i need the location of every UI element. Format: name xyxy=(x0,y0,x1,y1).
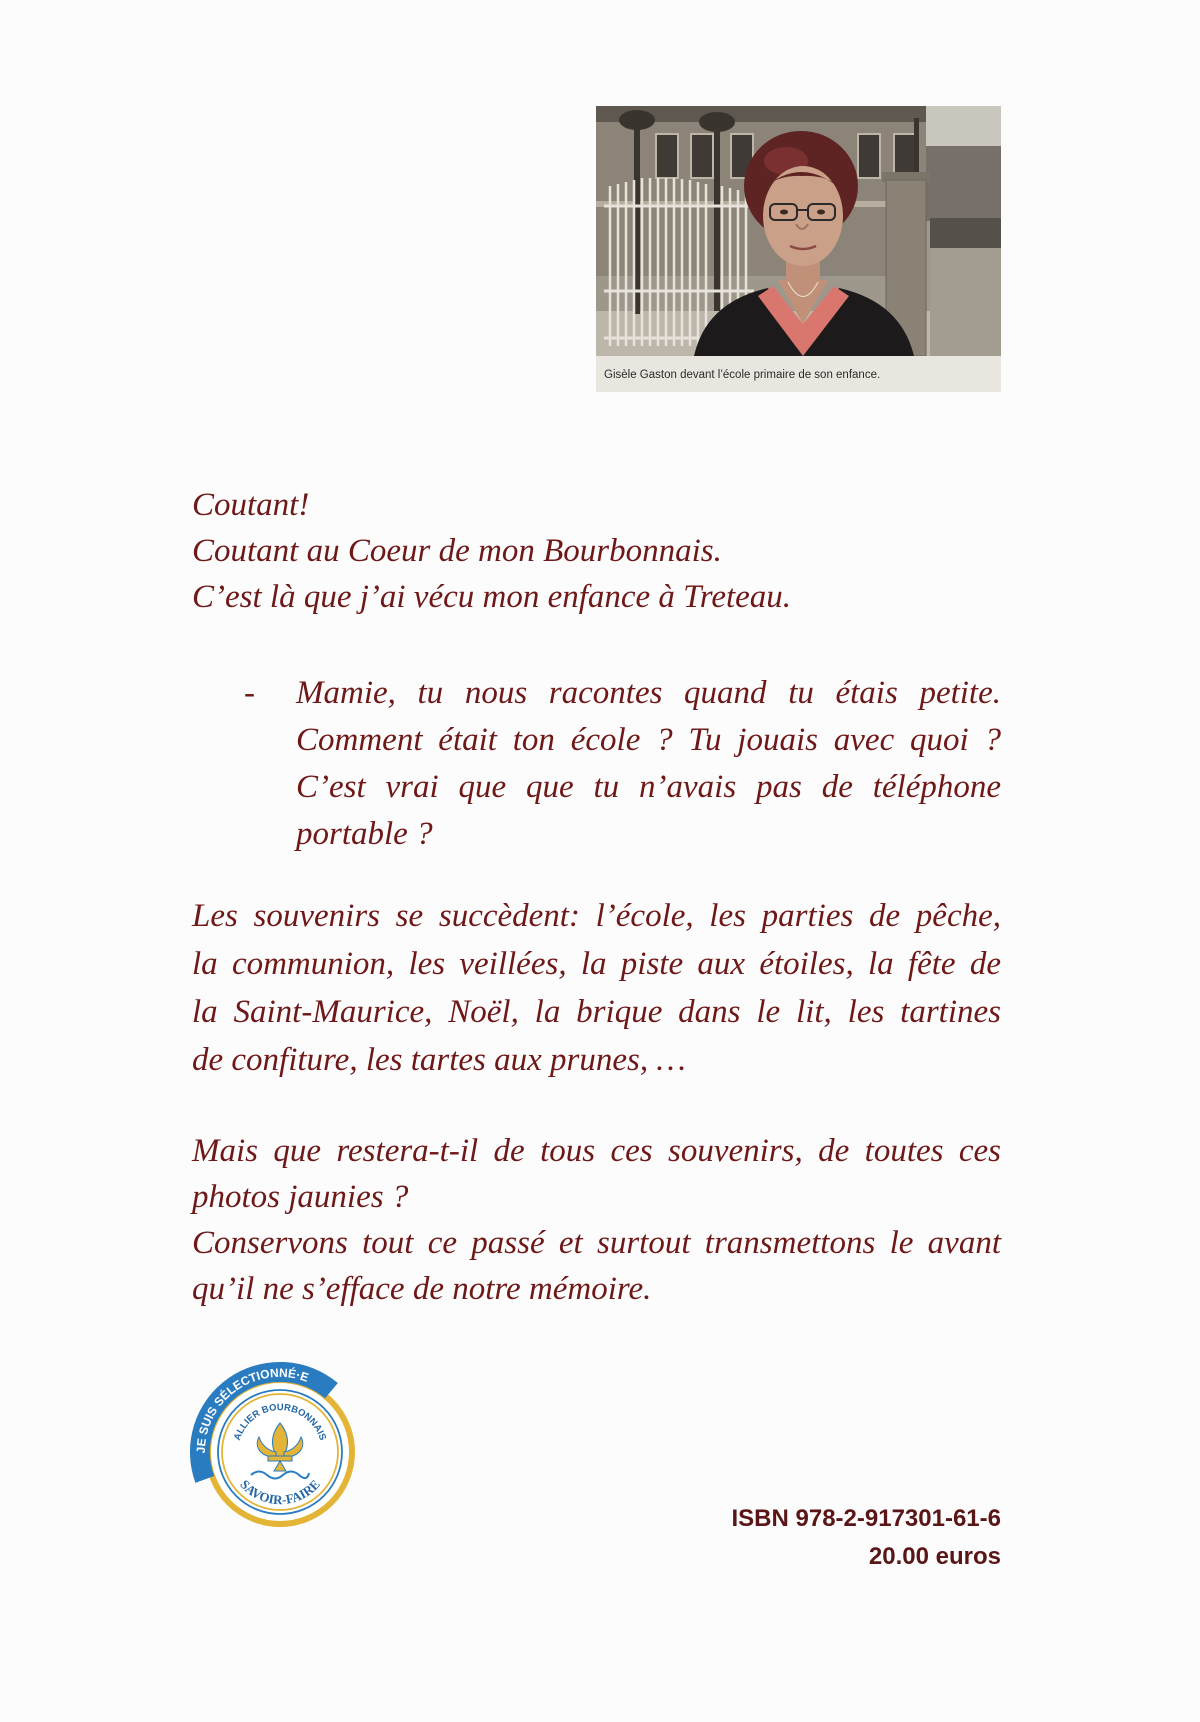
dialogue-line: Comment était ton école ? Tu jouais avec quoi ? xyxy=(296,722,1001,758)
badge-bottom-text: SAVOIR-FAIRE xyxy=(237,1476,323,1508)
memories-line: Les souvenirs se succèdent: l’école, les parties de pêche, xyxy=(192,898,1001,934)
intro-line: Coutant! xyxy=(192,487,310,523)
closing-line: Conservons tout ce passé et surtout transmettons le avant xyxy=(192,1225,1001,1261)
dialogue-paragraph xyxy=(296,670,1001,858)
memories-line: la Saint-Maurice, Noël, la brique dans le lit, les tartines xyxy=(192,994,1001,1030)
dialogue-line: portable ? xyxy=(296,816,433,852)
closing-paragraph xyxy=(192,1128,1001,1312)
badge-ring-text: ALLIER BOURBONNAIS xyxy=(231,1402,329,1442)
memories-line: de confiture, les tartes aux prunes, … xyxy=(192,1042,686,1078)
memories-paragraph xyxy=(192,892,1001,1084)
isbn: ISBN 978-2-917301-61-6 xyxy=(731,1505,1001,1532)
photo-caption: Gisèle Gaston devant l’école primaire de son enfance. xyxy=(604,369,881,381)
dialogue-dash: - xyxy=(244,675,255,711)
intro-line: C’est là que j’ai vécu mon enfance à Treteau. xyxy=(192,579,792,615)
publication-info xyxy=(732,1500,1002,1576)
savoir-faire-badge xyxy=(185,1357,375,1547)
closing-line: Mais que restera-t-il de tous ces souvenirs, de toutes ces xyxy=(192,1133,1001,1169)
closing-line: photos jaunies ? xyxy=(192,1179,409,1215)
price: 20.00 euros xyxy=(868,1543,1001,1570)
dialogue-line: C’est vrai que que tu n’avais pas de téléphone xyxy=(296,769,1001,805)
badge-band-text: JE SUIS SÉLECTIONNÉ·E xyxy=(193,1365,311,1454)
dialogue-line: Mamie, tu nous racontes quand tu étais petite. xyxy=(296,675,1001,711)
intro-line: Coutant au Coeur de mon Bourbonnais. xyxy=(192,533,722,569)
memories-line: la communion, les veillées, la piste aux étoiles, la fête de xyxy=(192,946,1001,982)
closing-line: qu’il ne s’efface de notre mémoire. xyxy=(192,1271,652,1307)
intro-paragraph xyxy=(192,482,1001,620)
newspaper-photo xyxy=(596,106,1001,392)
